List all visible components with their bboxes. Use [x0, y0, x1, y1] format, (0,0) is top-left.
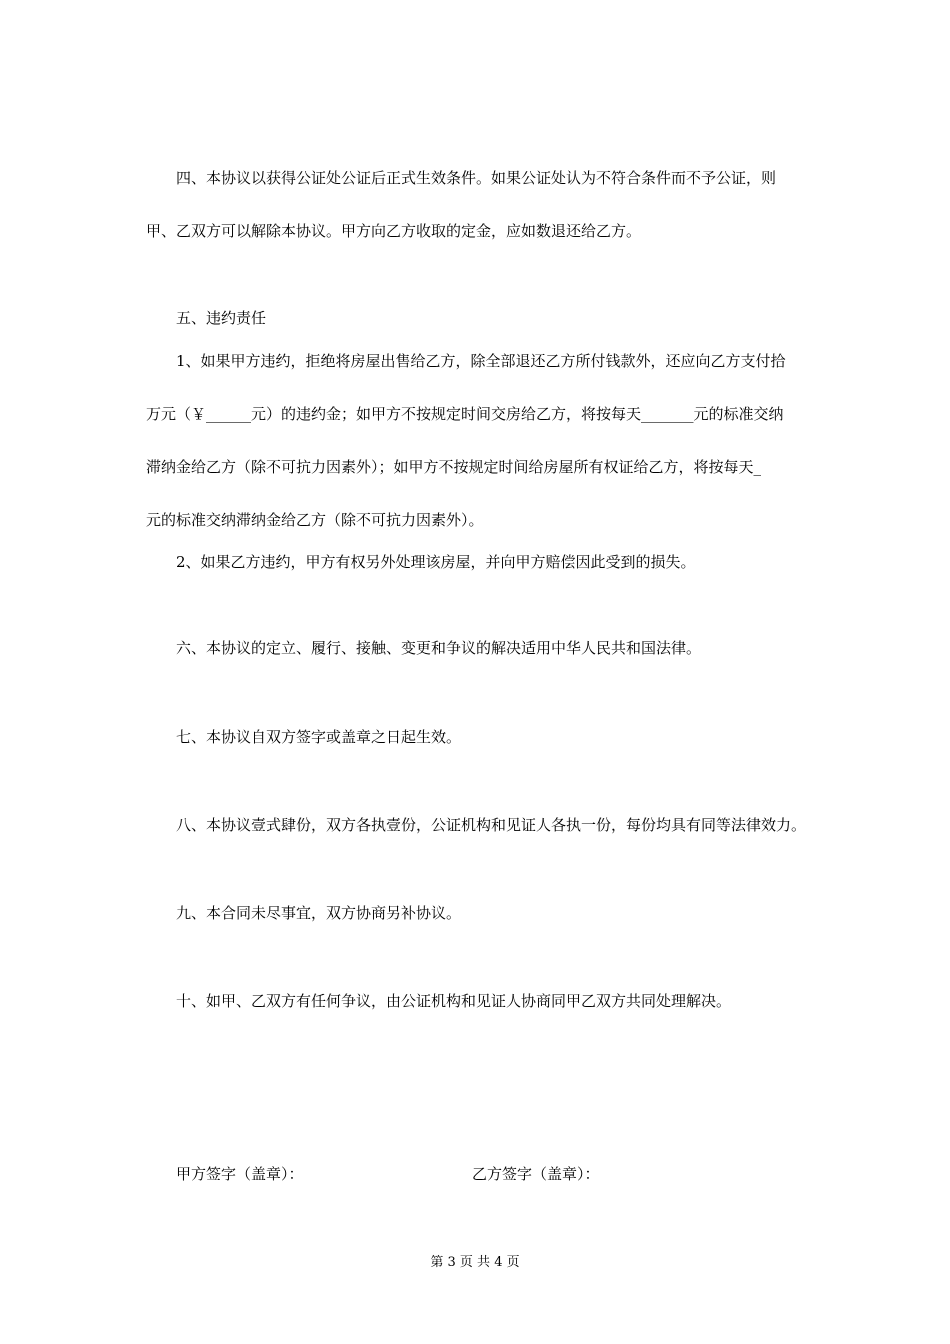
clause-10: 十、如甲、乙双方有任何争议，由公证机构和见证人协商同甲乙双方共同处理解决。 — [176, 992, 732, 1010]
clause-5-item-1-line-3: 滞纳金给乙方（除不可抗力因素外）；如甲方不按规定时间给房屋所有权证给乙方，将按每天_ — [146, 458, 762, 476]
clause-7: 七、本协议自双方签字或盖章之日起生效。 — [176, 728, 462, 746]
party-a-signature-label: 甲方签字（盖章）： — [176, 1165, 304, 1183]
clause-5-item-2: 2、如果乙方违约，甲方有权另外处理该房屋，并向甲方赔偿因此受到的损失。 — [176, 553, 696, 571]
clause-8: 八、本协议壹式肆份，双方各执壹份，公证机构和见证人各执一份，每份均具有同等法律效力。 — [176, 816, 807, 834]
clause-5-item-1-line-1: 1、如果甲方违约，拒绝将房屋出售给乙方，除全部退还乙方所付钱款外，还应向乙方支付拾 — [176, 352, 786, 370]
clause-4-line-1: 四、本协议以获得公证处公证后正式生效条件。如果公证处认为不符合条件而不予公证，则 — [176, 169, 777, 187]
clause-4-line-2: 甲、乙双方可以解除本协议。甲方向乙方收取的定金，应如数退还给乙方。 — [146, 222, 642, 240]
clause-9: 九、本合同未尽事宜，双方协商另补协议。 — [176, 904, 462, 922]
page-number: 第 3 页 共 4 页 — [430, 1255, 520, 1270]
clause-5-item-1-line-2: 万元（￥______元）的违约金；如甲方不按规定时间交房给乙方，将按每天_______元的标准交纳 — [146, 405, 784, 423]
clause-5-item-1-line-4: 元的标准交纳滞纳金给乙方（除不可抗力因素外）。 — [146, 511, 484, 529]
party-b-signature-label: 乙方签字（盖章）： — [472, 1165, 600, 1183]
clause-5-heading: 五、违约责任 — [176, 309, 267, 327]
clause-6: 六、本协议的定立、履行、接触、变更和争议的解决适用中华人民共和国法律。 — [176, 639, 702, 657]
